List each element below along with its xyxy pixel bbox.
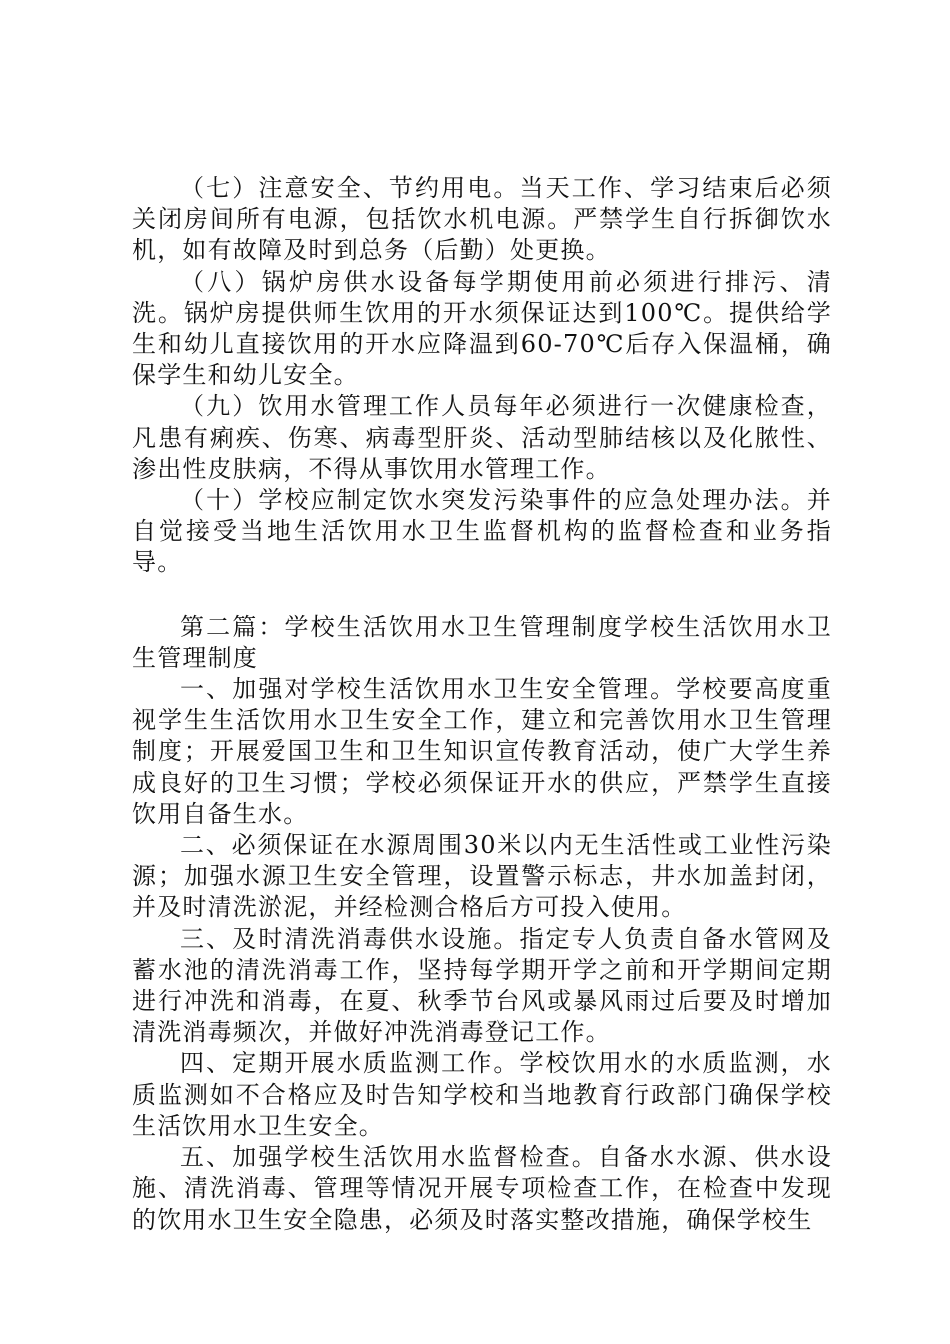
section2-paragraph-5: 五、加强学校生活饮用水监督检查。自备水水源、供水设施、清洗消毒、管理等情况开展专项检查工作，在检查中发现的饮用水卫生安全隐患，必须及时落实整改措施，确保学校生 [132,1143,832,1234]
section2-paragraph-1: 一、加强对学校生活饮用水卫生安全管理。学校要高度重视学生生活饮用水卫生安全工作，建立和完善饮用水卫生管理制度；开展爱国卫生和卫生知识宣传教育活动，使广大学生养成良好的卫生习惯；学校必须保证开水的供应，严禁学生直接饮用自备生水。 [132,675,832,828]
section2-paragraph-2: 二、必须保证在水源周围30米以内无生活性或工业性污染源；加强水源卫生安全管理，设置警示标志，井水加盖封闭，并及时清洗淤泥，并经检测合格后方可投入使用。 [132,831,832,922]
section2-paragraph-4: 四、定期开展水质监测工作。学校饮用水的水质监测，水质监测如不合格应及时告知学校和当地教育行政部门确保学校生活饮用水卫生安全。 [132,1049,832,1140]
paragraph-10: （十）学校应制定饮水突发污染事件的应急处理办法。并自觉接受当地生活饮用水卫生监督机构的监督检查和业务指导。 [132,486,832,577]
paragraph-8: （八）锅炉房供水设备每学期使用前必须进行排污、清洗。锅炉房提供师生饮用的开水须保证达到100℃。提供给学生和幼儿直接饮用的开水应降温到60-70℃后存入保温桶，确保学生和幼儿安全。 [132,267,832,390]
document-page [132,173,832,1236]
paragraph-9: （九）饮用水管理工作人员每年必须进行一次健康检查，凡患有痢疾、伤寒、病毒型肝炎、活动型肺结核以及化脓性、渗出性皮肤病，不得从事饮用水管理工作。 [132,392,832,483]
paragraph-7: （七）注意安全、节约用电。当天工作、学习结束后必须关闭房间所有电源，包括饮水机电源。严禁学生自行拆御饮水机，如有故障及时到总务（后勤）处更换。 [132,174,832,265]
section2-paragraph-3: 三、及时清洗消毒供水设施。指定专人负责自备水管网及蓄水池的清洗消毒工作，坚持每学期开学之前和开学期间定期进行冲洗和消毒，在夏、秋季节台风或暴风雨过后要及时增加清洗消毒频次，并做好冲洗消毒登记工作。 [132,924,832,1047]
section-gap [132,579,832,612]
section-heading: 第二篇：学校生活饮用水卫生管理制度学校生活饮用水卫生管理制度 [132,612,832,672]
